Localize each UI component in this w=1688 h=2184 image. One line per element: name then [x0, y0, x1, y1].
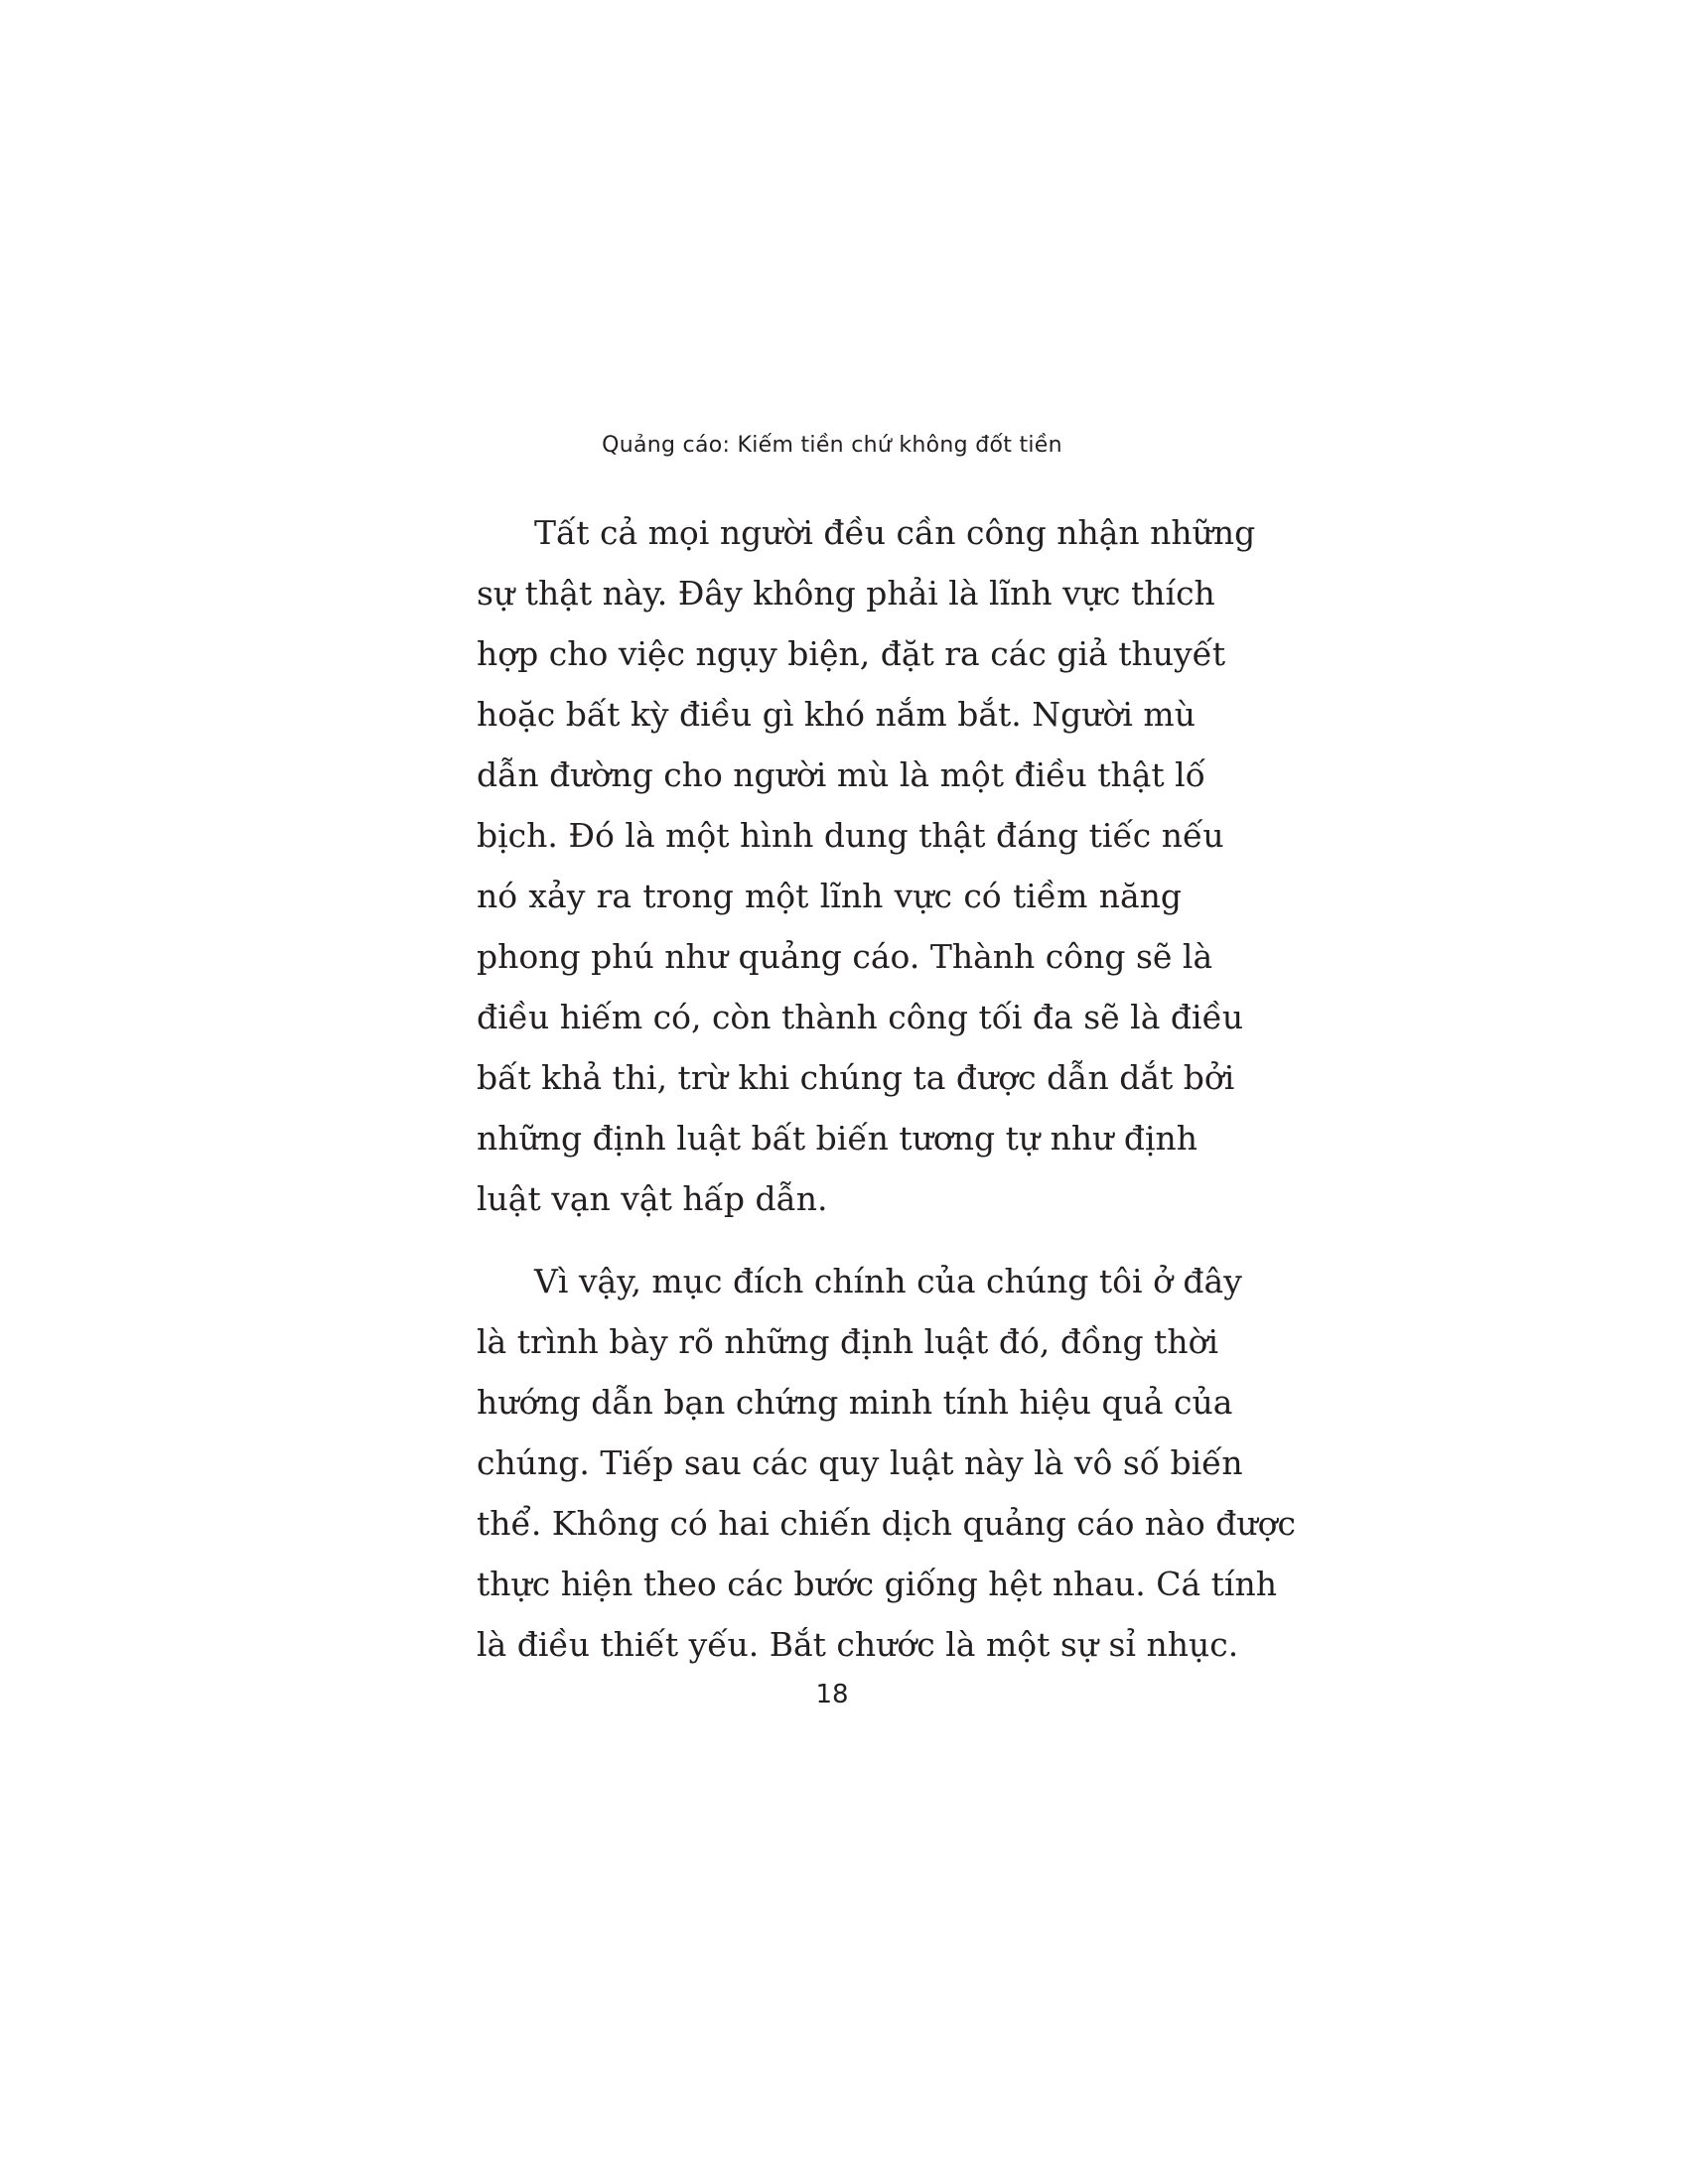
text-line: dẫn đường cho người mù là một điều thật lố [477, 755, 1205, 794]
text-line: Tất cả mọi người đều cần công nhận những [534, 513, 1256, 552]
text-line: là điều thiết yếu. Bắt chước là một sự sỉ nhục. [477, 1625, 1239, 1664]
page-number: 18 [815, 1680, 849, 1709]
text-line: thực hiện theo các bước giống hệt nhau. Cá tính [477, 1565, 1277, 1603]
text-line: điều hiếm có, còn thành công tối đa sẽ là điều [477, 998, 1244, 1036]
text-line: sự thật này. Đây không phải là lĩnh vực thích [477, 574, 1215, 613]
text-line: là trình bày rõ những định luật đó, đồng thời [477, 1322, 1218, 1361]
text-line: hợp cho việc ngụy biện, đặt ra các giả thuyết [477, 634, 1226, 673]
text-line: nó xảy ra trong một lĩnh vực có tiềm năng [477, 877, 1182, 915]
text-line: Vì vậy, mục đích chính của chúng tôi ở đây [534, 1262, 1242, 1300]
text-line: hướng dẫn bạn chứng minh tính hiệu quả của [477, 1383, 1233, 1422]
text-line: những định luật bất biến tương tự như định [477, 1119, 1198, 1158]
text-line: hoặc bất kỳ điều gì khó nắm bắt. Người mù [477, 695, 1196, 734]
paragraph-1 [477, 502, 1256, 1229]
text-line: bất khả thi, trừ khi chúng ta được dẫn dắt bởi [477, 1058, 1235, 1097]
text-line: phong phú như quảng cáo. Thành công sẽ là [477, 937, 1213, 976]
text-line: luật vạn vật hấp dẫn. [477, 1179, 828, 1218]
text-line: thể. Không có hai chiến dịch quảng cáo nào được [477, 1504, 1296, 1543]
text-line: bịch. Đó là một hình dung thật đáng tiếc nếu [477, 816, 1224, 855]
running-header: Quảng cáo: Kiếm tiền chứ không đốt tiền [602, 433, 1062, 458]
body-text [477, 502, 1296, 1675]
text-line: chúng. Tiếp sau các quy luật này là vô số biến [477, 1443, 1243, 1482]
paragraph-2 [477, 1251, 1296, 1675]
